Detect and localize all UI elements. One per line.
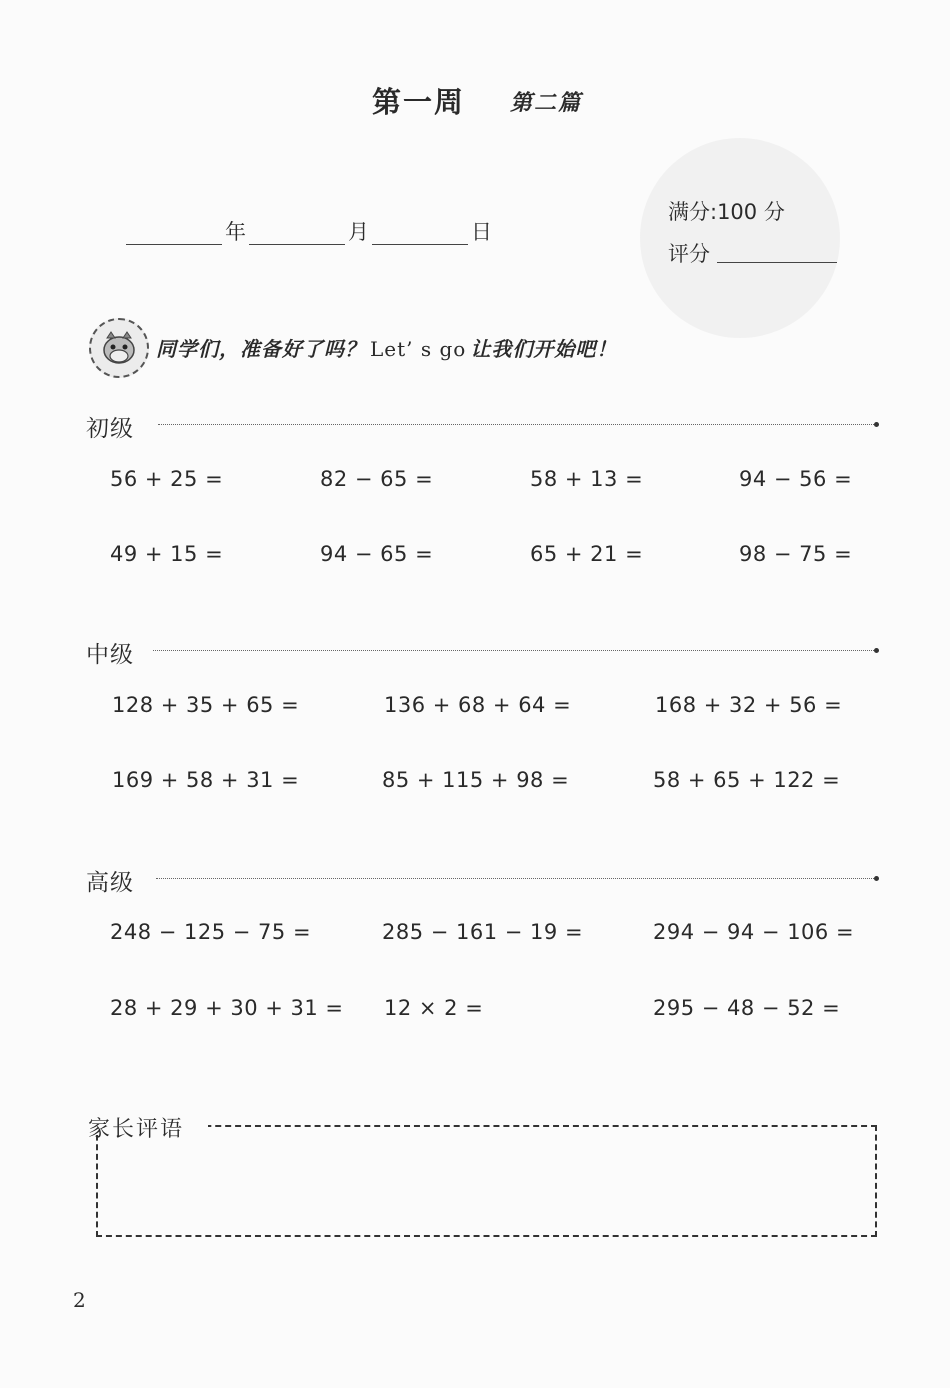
section-advanced-title: 高级 <box>86 870 134 896</box>
page-number: 2 <box>73 1288 86 1312</box>
page-title: 第一周 <box>372 85 466 119</box>
problem: 49 + 15 = <box>110 542 224 566</box>
problem: 169 + 58 + 31 = <box>112 768 300 792</box>
problem: 85 + 115 + 98 = <box>382 768 570 792</box>
mascot-avatar-icon <box>89 318 149 378</box>
problem: 128 + 35 + 65 = <box>112 693 300 717</box>
problem: 98 − 75 = <box>739 542 853 566</box>
problem: 82 − 65 = <box>320 467 434 491</box>
section-divider <box>153 650 876 651</box>
problem: 285 − 161 − 19 = <box>382 920 584 944</box>
section-beginner-title: 初级 <box>86 416 134 442</box>
month-blank <box>249 244 345 245</box>
page-subtitle: 第二篇 <box>510 91 583 116</box>
problem: 58 + 13 = <box>530 467 644 491</box>
section-divider <box>158 424 876 425</box>
problem: 136 + 68 + 64 = <box>384 693 572 717</box>
intro-cn-before: 同学们，准备好了吗？ <box>156 337 366 361</box>
day-blank <box>372 244 468 245</box>
intro-en: Let’ s go <box>370 337 467 361</box>
score-label: 评分 <box>668 242 710 266</box>
intro-text <box>156 333 617 362</box>
problem: 56 + 25 = <box>110 467 224 491</box>
parent-comment-box[interactable] <box>96 1125 877 1237</box>
divider-end-dot <box>874 876 879 881</box>
problem: 94 − 56 = <box>739 467 853 491</box>
problem: 28 + 29 + 30 + 31 = <box>110 996 344 1020</box>
year-blank <box>126 244 222 245</box>
problem: 168 + 32 + 56 = <box>655 693 843 717</box>
problem: 58 + 65 + 122 = <box>653 768 841 792</box>
divider-end-dot <box>874 648 879 653</box>
month-label: 月 <box>348 220 369 244</box>
section-divider <box>156 878 876 879</box>
problem: 295 − 48 − 52 = <box>653 996 841 1020</box>
score-blank <box>717 262 837 263</box>
problem: 94 − 65 = <box>320 542 434 566</box>
problem: 294 − 94 − 106 = <box>653 920 855 944</box>
full-marks: 满分:100 分 <box>668 200 785 224</box>
problem: 65 + 21 = <box>530 542 644 566</box>
problem: 12 × 2 = <box>384 996 484 1020</box>
divider-end-dot <box>874 422 879 427</box>
section-intermediate-title: 中级 <box>86 642 134 668</box>
parent-comment-label: 家长评语 <box>88 1117 185 1142</box>
year-label: 年 <box>225 220 246 244</box>
day-label: 日 <box>471 220 492 244</box>
problem: 248 − 125 − 75 = <box>110 920 312 944</box>
intro-cn-after: 让我们开始吧！ <box>470 337 618 361</box>
